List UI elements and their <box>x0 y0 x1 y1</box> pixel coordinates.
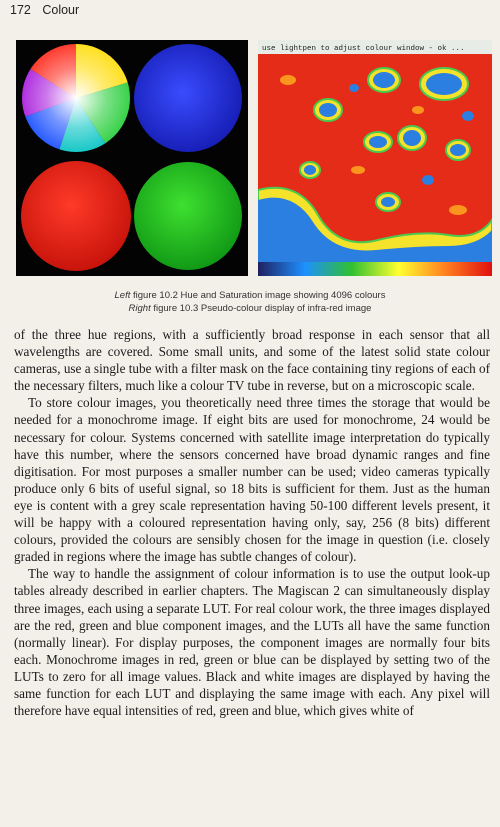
caption-right-label: Right <box>128 303 151 314</box>
overlay-text: use lightpen to adjust colour window - ok ... <box>262 45 465 53</box>
caption-right-text: figure 10.3 Pseudo-colour display of infra-red image <box>153 303 372 314</box>
infrared-image <box>258 40 492 276</box>
colour-scale-bar <box>258 262 492 276</box>
hue-saturation-figure <box>16 40 248 276</box>
hue-saturation-image <box>16 40 248 276</box>
page-number: 172 <box>10 3 31 17</box>
blue-circle <box>134 44 242 152</box>
caption-line-right <box>0 302 500 315</box>
caption-left-text: figure 10.2 Hue and Saturation image showing 4096 colours <box>133 290 386 301</box>
green-circle <box>134 162 242 270</box>
body-text <box>14 326 490 719</box>
paragraph: The way to handle the assignment of colour information is to use the output look-up tables already described in earlier chapters. The Magiscan 2 can simultaneously display three images, each using a separate LUT. For real colour work, the three images displayed are the red, green and blue component images, and the LUTs all have the same function (normally linear). For display purposes, the component images are normally four bits each. Monochrome images in red, green or blue can be displayed by setting two of the LUTs to zero for all image values. Black and white images are displayed by having the same function for each LUT and displaying the same image with each. Any pixel will therefore have equal intensities of red, green and blue, which gives white of <box>14 566 490 719</box>
caption-left-label: Left <box>114 290 131 301</box>
paragraph: of the three hue regions, with a sufficiently broad response in each sensor that all wavelengths are covered. Some small units, and some of the latest solid state colour cameras, use a single tube with a filter mask on the face containing tiny regions of each of the necessary filters, much like a colour TV tube in reverse, but on a microscopic scale. <box>14 327 490 394</box>
page-header <box>10 3 79 17</box>
figure-caption <box>0 289 500 315</box>
red-circle <box>21 161 131 271</box>
caption-line-left <box>0 289 500 302</box>
infrared-figure <box>258 40 492 276</box>
section-title: Colour <box>42 3 80 17</box>
paragraph: To store colour images, you theoretically need three times the storage that would be needed for a monochrome image. If eight bits are used for monochrome, 24 would be necessary for colour. Systems concerned with satellite image interpretation do typically have this number, where the sensors concerned have broad dynamic ranges and fine digitisation. For most purposes a smaller number can be used; video cameras typically produce only 6 bits of useful signal, so 18 bits is sufficient for them. Just as the human eye is content with a grey scale representation having 50-100 different levels present, it will be happy with a coloured representation having only, say, 256 (8 bits) different colours, provided the colours are sensibly chosen for the image in question (i.e. closely graded in regions where the image has subtle changes of colour). <box>14 395 490 565</box>
figure-row <box>16 40 492 276</box>
